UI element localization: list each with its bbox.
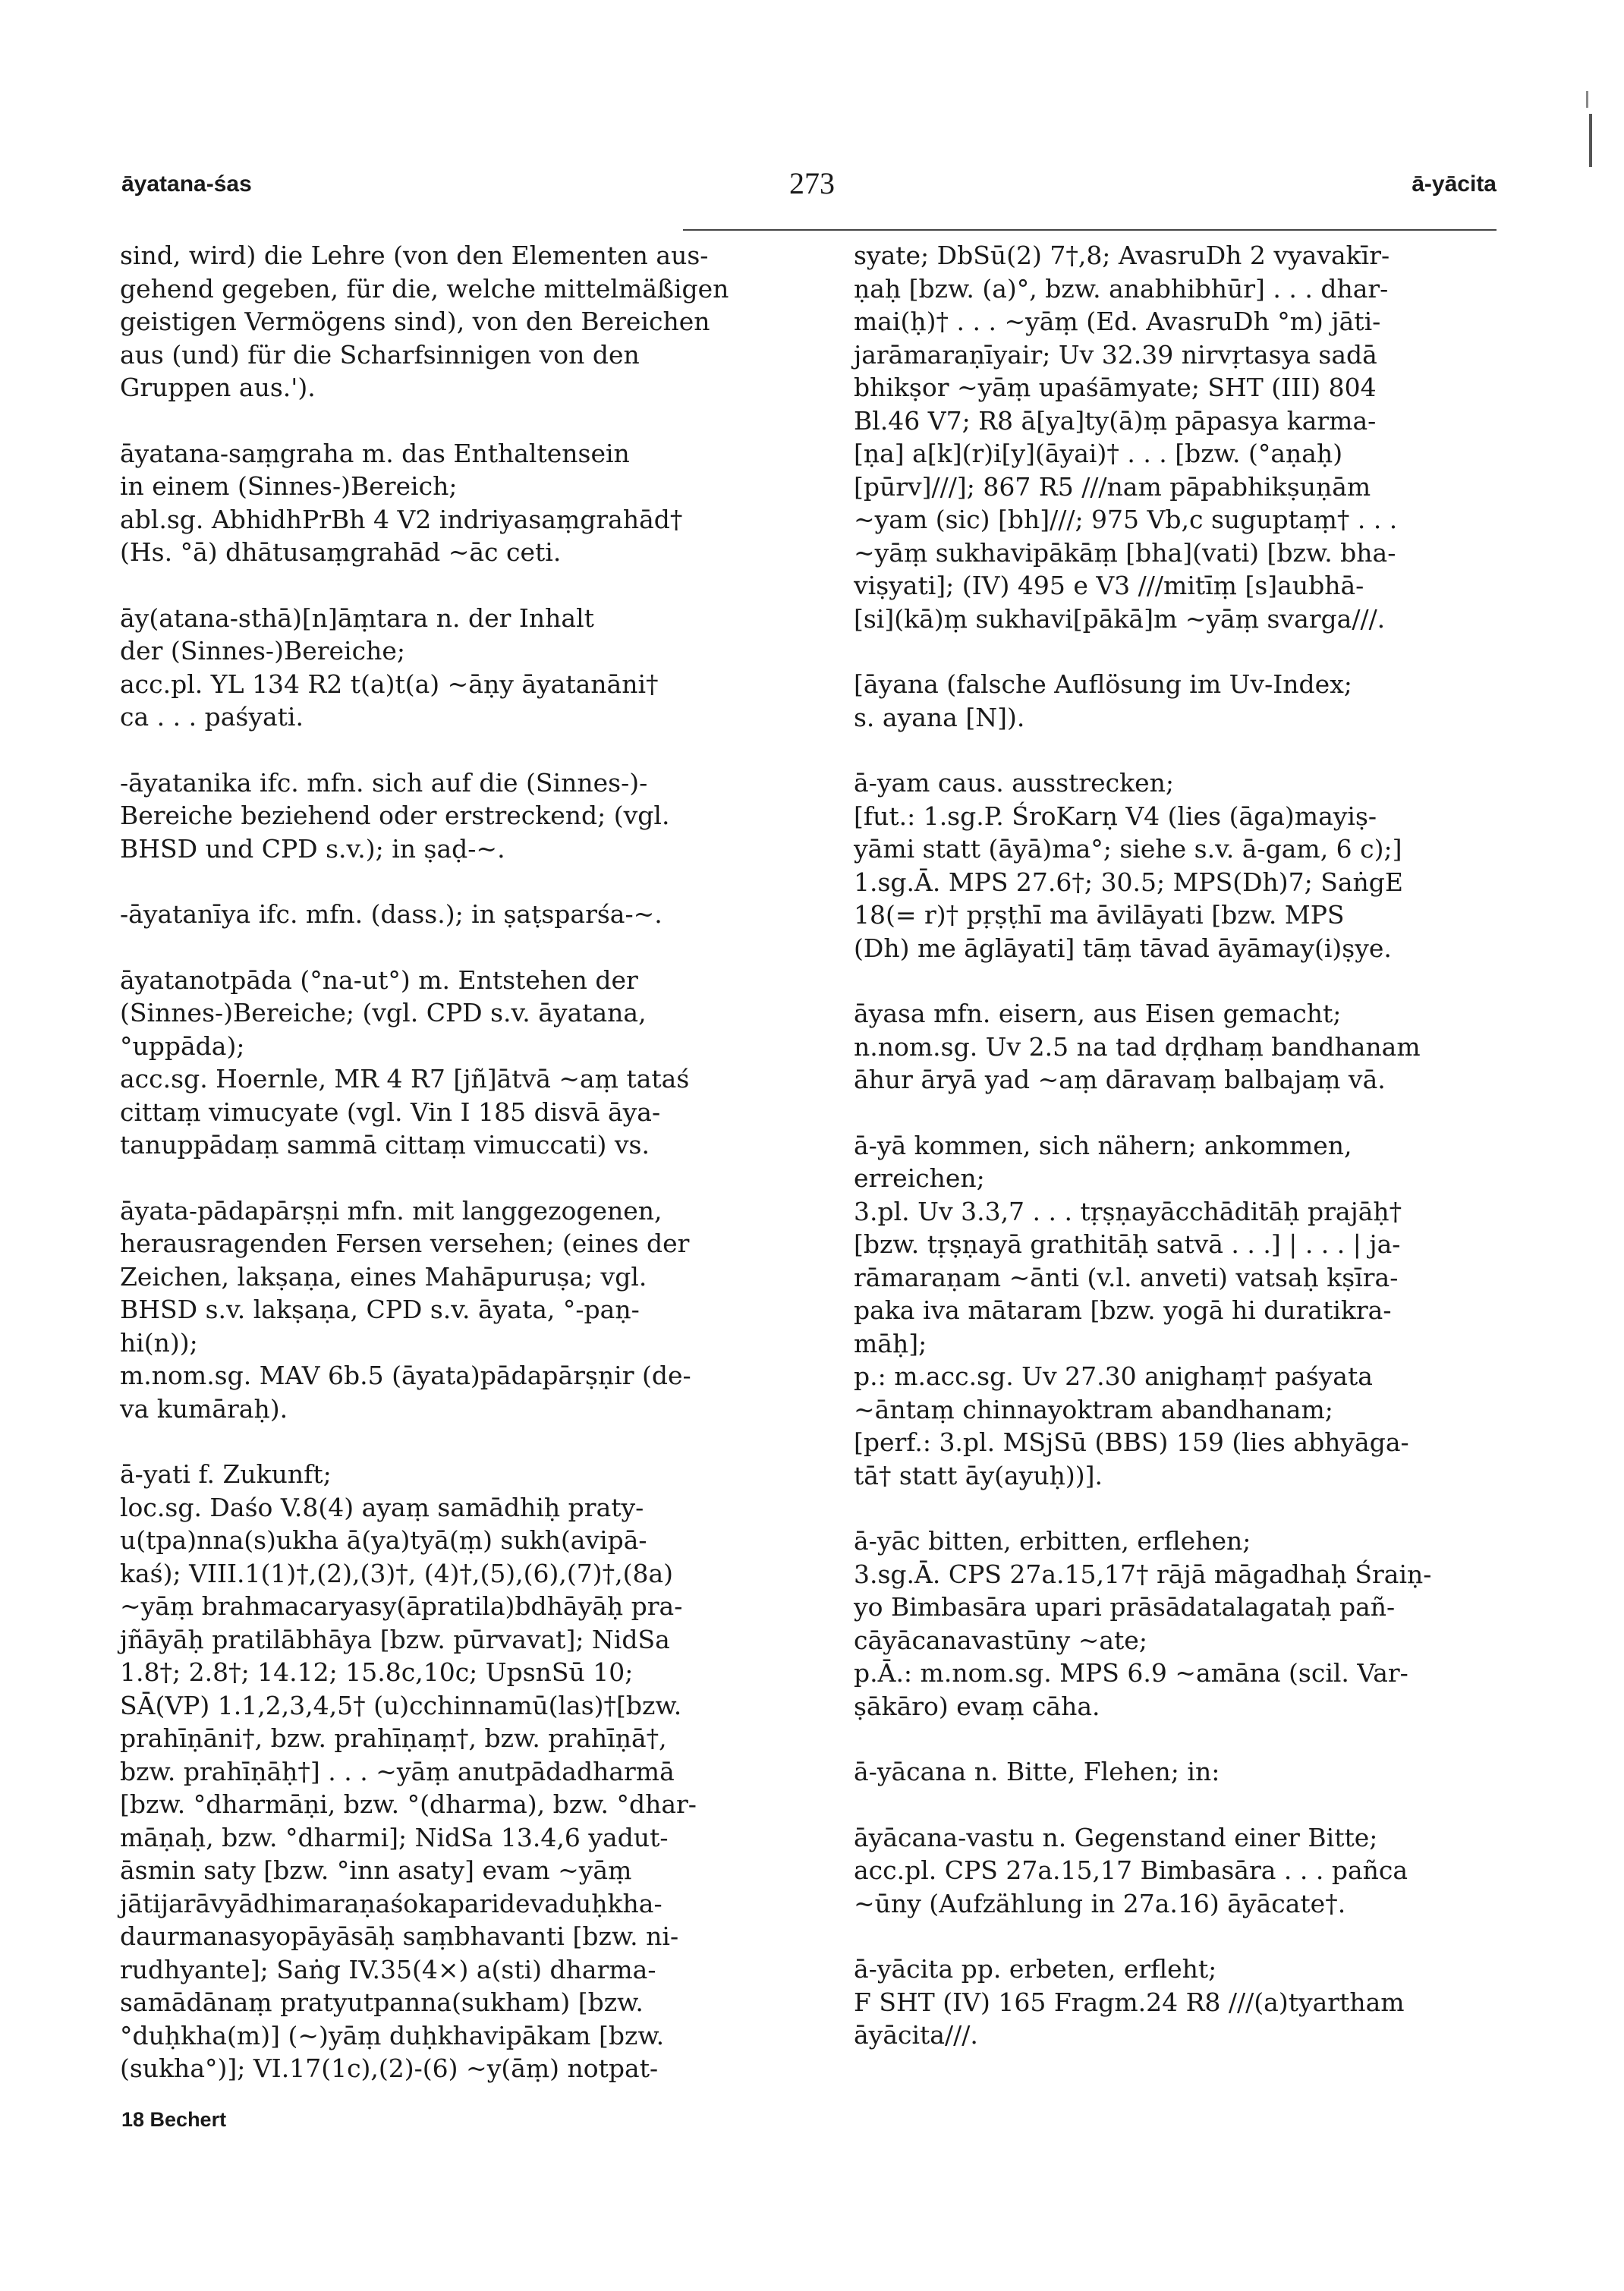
dictionary-entry — [854, 766, 1499, 965]
entry-line: °duḥkha(m)] (~)yāṃ duḥkhavipākam [bzw. — [120, 2020, 665, 2050]
left-column — [120, 239, 757, 2118]
header-rule — [683, 229, 1497, 231]
entry-line: -āyatanika ifc. mfn. sich auf die (Sinnes-)- — [120, 767, 648, 798]
dictionary-entry — [854, 1821, 1499, 1921]
entry-line: Bl.46 V7; R8 ā[ya]ty(ā)ṃ pāpasya karma- — [854, 405, 1377, 436]
dictionary-entry — [120, 239, 757, 404]
entry-line: tā† statt āy(ayuḥ))]. — [854, 1460, 1103, 1490]
running-head-right: ā-yācita — [1412, 172, 1497, 197]
entry-line: der (Sinnes-)Bereiche; — [120, 636, 405, 666]
dictionary-entry — [854, 1129, 1499, 1493]
dictionary-entry — [854, 997, 1499, 1097]
entry-line: (sukha°)]; VI.17(1c),(2)-(6) ~y(āṃ) notpat- — [120, 2053, 659, 2083]
dictionary-entry — [120, 1194, 757, 1426]
entry-line: -āyatanīya ifc. mfn. (dass.); in ṣaṭsparśa-~. — [120, 899, 663, 929]
entry-line: va kumāraḥ). — [120, 1393, 288, 1424]
entry-line: °uppāda); — [120, 1031, 245, 1061]
entry-line: [si](kā)ṃ sukhavi[pākā]m ~yāṃ svarga///. — [854, 603, 1386, 634]
entry-line: ā-yam caus. ausstrecken; — [854, 768, 1174, 798]
entry-line: [ṇa] a[k](r)i[y](āyai)† . . . [bzw. (°aṇaḥ) — [854, 439, 1343, 468]
running-head-left: āyatana-śas — [121, 172, 252, 197]
entry-line: u(tpa)nna(s)ukha ā(ya)tyā(ṃ) sukh(avipā- — [120, 1525, 647, 1555]
entry-line: yo Bimbasāra upari prāsādatalagataḥ pañ- — [854, 1592, 1396, 1622]
entry-line: sind, wird) die Lehre (von den Elementen aus- — [120, 241, 709, 270]
entry-line: acc.pl. CPS 27a.15,17 Bimbasāra . . . pañca — [854, 1855, 1408, 1885]
entry-line: daurmanasyopāyāsāḥ saṃbhavanti [bzw. ni- — [120, 1921, 679, 1951]
entry-line: 18(= r)† pṛṣṭhī ma āvilāyati [bzw. MPS — [854, 900, 1345, 930]
entry-line: p.: m.acc.sg. Uv 27.30 anighaṃ† paśyata — [854, 1361, 1373, 1391]
entry-line: [perf.: 3.pl. MSjSū (BBS) 159 (lies abhyāga- — [854, 1427, 1409, 1457]
entry-line: mai(ḥ)† . . . ~yāṃ (Ed. AvasruDh °m) jāti- — [854, 307, 1381, 336]
entry-line: ~yāṃ brahmacaryasy(āpratila)bdhāyāḥ pra- — [120, 1591, 683, 1621]
entry-line: āyata-pādapārṣṇi mfn. mit langgezogenen, — [120, 1195, 663, 1226]
entry-line: ā-yācita pp. erbeten, erfleht; — [854, 1954, 1217, 1984]
dictionary-entry — [120, 1458, 757, 2085]
dictionary-entry — [120, 602, 757, 734]
entry-line: (Dh) me āglāyati] tāṃ tāvad āyāmay(i)ṣye. — [854, 933, 1392, 963]
entry-line: abl.sg. AbhidhPrBh 4 V2 indriyasaṃgrahād† — [120, 504, 683, 534]
dictionary-entry — [854, 1525, 1499, 1723]
entry-line: ~yam (sic) [bh]///; 975 Vb,c suguptaṃ† . . . — [854, 505, 1398, 534]
dictionary-entry — [120, 964, 757, 1162]
entry-line: in einem (Sinnes-)Bereich; — [120, 471, 458, 501]
entry-line: ~yāṃ sukhavipākāṃ [bha](vati) [bzw. bha- — [854, 537, 1396, 568]
entry-line: ā-yati f. Zukunft; — [120, 1459, 332, 1489]
entry-line: āyācita///. — [854, 2020, 978, 2050]
entry-line: cāyācanavastūny ~ate; — [854, 1625, 1147, 1655]
dictionary-entry — [120, 898, 757, 931]
entry-line: n.nom.sg. Uv 2.5 na tad dṛḍhaṃ bandhanam — [854, 1031, 1421, 1062]
entry-line: samādānaṃ pratyutpanna(sukham) [bzw. — [120, 1987, 644, 2017]
entry-line: 3.sg.Ā. CPS 27a.15,17† rājā māgadhaḥ Śraiṇ- — [854, 1559, 1432, 1589]
entry-line: ~āntaṃ chinnayoktram abandhanam; — [854, 1394, 1333, 1424]
entry-line: bhikṣor ~yāṃ upaśāmyate; SHT (III) 804 — [854, 373, 1377, 402]
entry-line: loc.sg. Daśo V.8(4) ayaṃ samādhiḥ praty- — [120, 1492, 644, 1522]
entry-line: [fut.: 1.sg.P. ŚroKarṇ V4 (lies (āga)mayiṣ- — [854, 801, 1377, 831]
dictionary-entry — [854, 668, 1499, 734]
entry-line: rudhyante]; Saṅg IV.35(4×) a(sti) dharma- — [120, 1954, 656, 1984]
entry-line: ca . . . paśyati. — [120, 702, 304, 732]
entry-line: 3.pl. Uv 3.3,7 . . . tṛṣṇayācchāditāḥ prajāḥ† — [854, 1196, 1402, 1226]
entry-line: āyācana-vastu n. Gegenstand einer Bitte; — [854, 1822, 1378, 1852]
scan-artifact — [1589, 114, 1592, 167]
entry-line: āyasa mfn. eisern, aus Eisen gemacht; — [854, 999, 1342, 1028]
dictionary-entry — [854, 239, 1499, 635]
entry-line: paka iva mātaram [bzw. yogā hi duratikra- — [854, 1295, 1392, 1325]
entry-line: ā-yāc bitten, erbitten, erflehen; — [854, 1526, 1251, 1556]
entry-line: kaś); VIII.1(1)†,(2),(3)†, (4)†,(5),(6),(7)†,(8a) — [120, 1558, 674, 1588]
entry-line: erreichen; — [854, 1163, 985, 1193]
entry-line: Gruppen aus.'). — [120, 373, 316, 402]
entry-line: acc.sg. Hoernle, MR 4 R7 [jñ]ātvā ~aṃ tataś — [120, 1064, 690, 1094]
dictionary-entry — [854, 1953, 1499, 2052]
footer-signature: 18 Bechert — [121, 2108, 227, 2131]
dictionary-entry — [120, 766, 757, 866]
entry-line: ṣākāro) evaṃ cāha. — [854, 1691, 1100, 1721]
entry-line: āsmin saty [bzw. °inn asaty] evam ~yāṃ — [120, 1855, 632, 1885]
entry-line: s. ayana [N]). — [854, 702, 1025, 732]
entry-line: SĀ(VP) 1.1,2,3,4,5† (u)cchinnamū(las)†[bzw. — [120, 1690, 682, 1720]
scan-artifact — [1586, 91, 1588, 108]
entry-line: ~ūny (Aufzählung in 27a.16) āyācate†. — [854, 1888, 1346, 1918]
entry-line: aus (und) für die Scharfsinnigen von den — [120, 339, 640, 370]
entry-line: bzw. prahīṇāḥ†] . . . ~yāṃ anutpādadharmā — [120, 1756, 675, 1786]
entry-line: āhur āryā yad ~aṃ dāravaṃ balbajaṃ vā. — [854, 1065, 1386, 1094]
dictionary-entry — [854, 1755, 1499, 1789]
entry-line: jarāmaraṇīyair; Uv 32.39 nirvṛtasya sadā — [854, 339, 1377, 370]
entry-line: [āyana (falsche Auflösung im Uv-Index; — [854, 669, 1352, 699]
entry-line: cittaṃ vimucyate (vgl. Vin I 185 disvā āya- — [120, 1097, 661, 1127]
entry-line: yāmi statt (āyā)ma°; siehe s.v. ā-gam, 6 c);] — [854, 834, 1402, 864]
entry-line: BHSD s.v. lakṣaṇa, CPD s.v. āyata, °-paṇ- — [120, 1295, 640, 1324]
entry-line: Zeichen, lakṣaṇa, eines Mahāpuruṣa; vgl. — [120, 1261, 647, 1292]
entry-line: āy(atana-sthā)[n]āṃtara n. der Inhalt — [120, 603, 594, 633]
entry-line: māḥ]; — [854, 1328, 927, 1358]
entry-line: 1.8†; 2.8†; 14.12; 15.8c,10c; UpsnSū 10; — [120, 1657, 634, 1687]
entry-line: acc.pl. YL 134 R2 t(a)t(a) ~āṇy āyatanāni† — [120, 669, 659, 699]
entry-line: BHSD und CPD s.v.); in ṣaḍ-~. — [120, 833, 505, 864]
entry-line: geistigen Vermögens sind), von den Bereichen — [120, 307, 710, 336]
entry-line: ā-yā kommen, sich nähern; ankommen, — [854, 1130, 1352, 1160]
entry-line: viṣyati]; (IV) 495 e V3 ///mitīṃ [s]aubhā- — [854, 571, 1364, 600]
entry-line: m.nom.sg. MAV 6b.5 (āyata)pādapārṣṇir (de- — [120, 1361, 691, 1390]
entry-line: (Hs. °ā) dhātusaṃgrahād ~āc ceti. — [120, 537, 562, 567]
entry-line: ā-yācana n. Bitte, Flehen; in: — [854, 1757, 1220, 1786]
entry-line: [bzw. tṛṣṇayā grathitāḥ satvā . . .] | . . . | ja- — [854, 1229, 1401, 1259]
entry-line: māṇaḥ, bzw. °dharmi]; NidSa 13.4,6 yadut- — [120, 1822, 669, 1852]
entry-line: [bzw. °dharmāṇi, bzw. °(dharma), bzw. °dhar- — [120, 1789, 697, 1819]
entry-line: 1.sg.Ā. MPS 27.6†; 30.5; MPS(Dh)7; SaṅgE — [854, 867, 1404, 897]
entry-line: jñāyāḥ pratilābhāya [bzw. pūrvavat]; NidSa — [120, 1624, 670, 1654]
dictionary-entry — [120, 437, 757, 569]
entry-line: Bereiche beziehend oder erstreckend; (vgl. — [120, 801, 670, 830]
entry-line: jātijarāvyādhimaraṇaśokaparidevaduḥkha- — [120, 1888, 663, 1918]
entry-line: āyatana-saṃgraha m. das Enthaltensein — [120, 438, 630, 468]
entry-line: rāmaraṇam ~ānti (v.l. anveti) vatsaḥ kṣīra- — [854, 1262, 1399, 1292]
entry-line: p.Ā.: m.nom.sg. MPS 6.9 ~amāna (scil. Var- — [854, 1658, 1408, 1688]
right-column — [854, 239, 1499, 2085]
entry-line: prahīṇāni†, bzw. prahīṇaṃ†, bzw. prahīṇā†, — [120, 1723, 667, 1753]
entry-line: ṇaḥ [bzw. (a)°, bzw. anabhibhūr] . . . dhar- — [854, 273, 1389, 304]
entry-line: syate; DbSū(2) 7†,8; AvasruDh 2 vyavakīr- — [854, 241, 1390, 270]
entry-line: gehend gegeben, für die, welche mittelmäßigen — [120, 273, 729, 304]
page-number: 273 — [789, 166, 835, 200]
entry-line: [pūrv]///]; 867 R5 ///nam pāpabhikṣuṇām — [854, 471, 1371, 502]
entry-line: hi(n)); — [120, 1327, 198, 1358]
entry-line: tanuppādaṃ sammā cittaṃ vimuccati) vs. — [120, 1130, 650, 1160]
entry-line: (Sinnes-)Bereiche; (vgl. CPD s.v. āyatana, — [120, 998, 647, 1027]
entry-line: F SHT (IV) 165 Fragm.24 R8 ///(a)tyartham — [854, 1987, 1405, 2017]
entry-line: herausragenden Fersen versehen; (eines der — [120, 1229, 690, 1258]
entry-line: āyatanotpāda (°na-ut°) m. Entstehen der — [120, 965, 638, 995]
